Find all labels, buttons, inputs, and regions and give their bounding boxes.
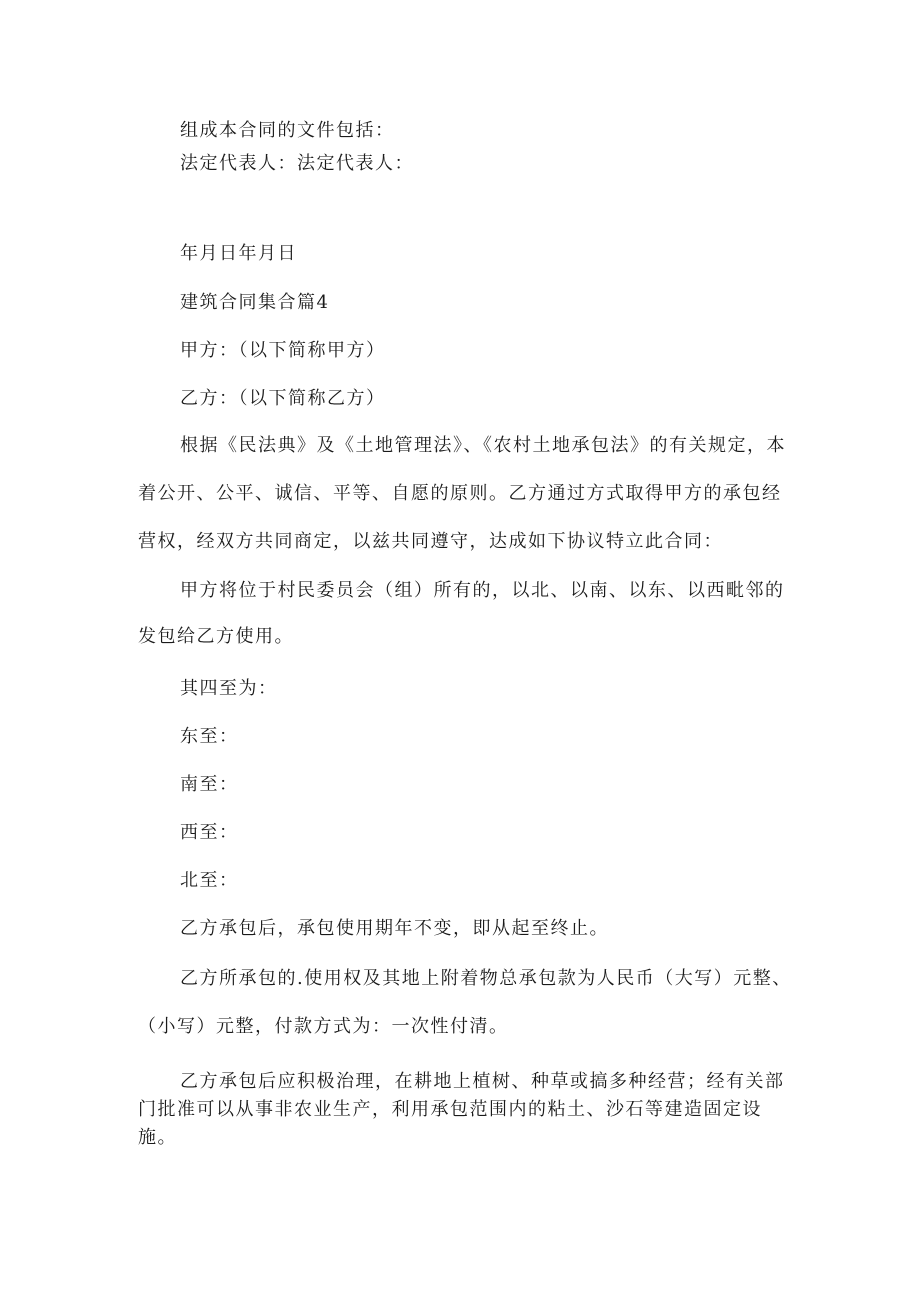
- boundaries-intro: 其四至为：: [180, 678, 278, 699]
- land-location-paragraph: 甲方将位于村民委员会（组）所有的，以北、以南、以东、以西毗邻的发包给乙方使用。: [138, 580, 785, 647]
- boundary-north: 北至：: [180, 870, 239, 891]
- legal-basis-paragraph: 根据《民法典》及《土地管理法》、《农村土地承包法》的有关规定，本着公开、公平、诚信、平等、自愿的原则。乙方通过方式取得甲方的承包经营权，经双方共同商定，以兹共同遵守，达成如下协议特立此合同：: [138, 435, 786, 552]
- boundary-east: 东至：: [180, 726, 239, 747]
- section-heading: 建筑合同集合篇4: [180, 292, 330, 313]
- land-use-paragraph: 乙方承包后应积极治理，在耕地上植树、种草或搞多种经营；经有关部门批准可以从事非农业生产，利用承包范围内的粘土、沙石等建造固定设施。: [138, 1071, 785, 1148]
- boundary-west: 西至：: [180, 822, 239, 843]
- party-b-line: 乙方：（以下简称乙方）: [180, 388, 386, 409]
- contract-term-line: 乙方承包后，承包使用期年不变，即从起至终止。: [180, 918, 609, 939]
- legal-representative-line: 法定代表人：法定代表人：: [180, 153, 414, 174]
- boundary-south: 南至：: [180, 774, 239, 795]
- date-line: 年月日年月日: [180, 243, 297, 264]
- payment-paragraph: 乙方所承包的.使用权及其地上附着物总承包款为人民币（大写）元整、（小写）元整，付款方式为：一次性付清。: [138, 968, 792, 1037]
- party-a-line: 甲方：（以下简称甲方）: [180, 340, 386, 361]
- contract-files-line: 组成本合同的文件包括：: [180, 120, 395, 141]
